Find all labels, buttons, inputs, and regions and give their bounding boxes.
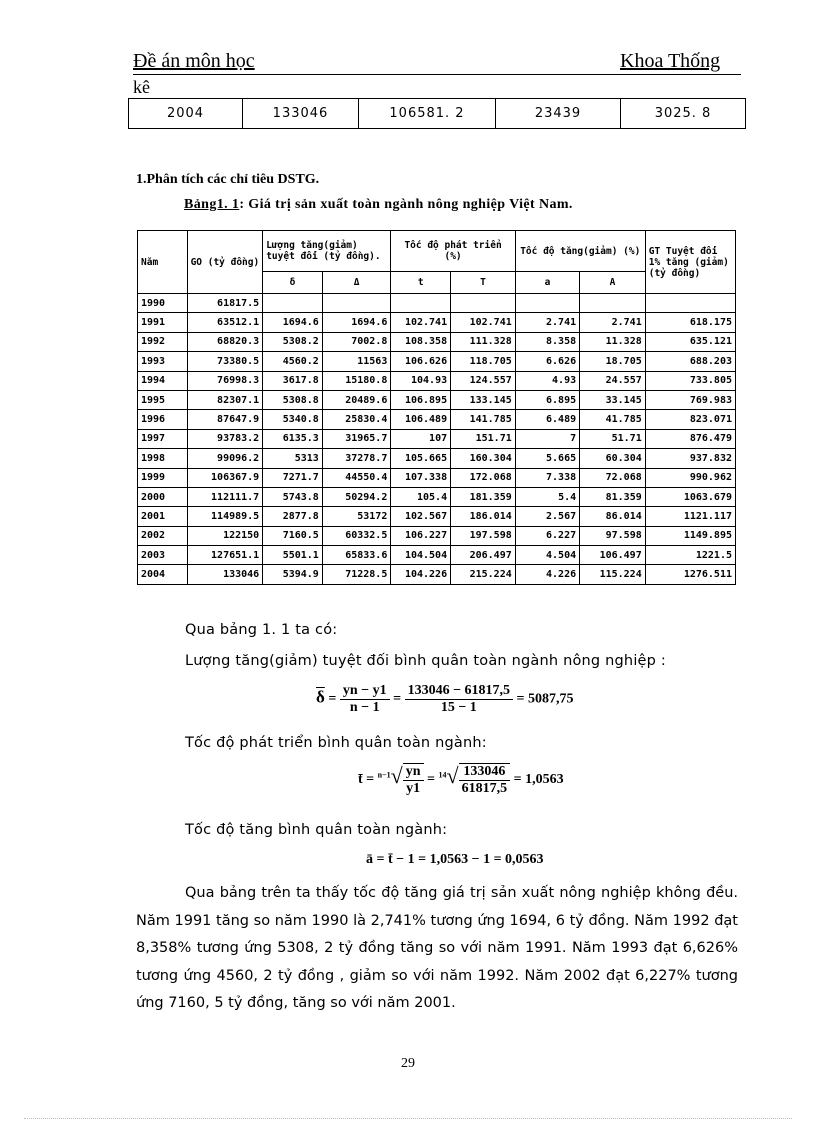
table-cell: 5743.8 [263, 487, 323, 506]
table-cell: 7 [515, 429, 579, 448]
table-cell: 5308.8 [263, 390, 323, 409]
table-cell: 2002 [138, 526, 188, 545]
table-cell: 51.71 [580, 429, 646, 448]
table-cell: 1221.5 [645, 546, 735, 565]
table-cell: 72.068 [580, 468, 646, 487]
growth-rate-text: Tốc độ phát triển bình quân toàn ngành: [185, 735, 487, 751]
table-row [138, 410, 736, 429]
table-cell: 108.358 [391, 332, 451, 351]
table-row [138, 294, 736, 313]
table-cell: 2000 [138, 487, 188, 506]
table-cell: 197.598 [451, 526, 516, 545]
formula-t-root-index: n−1 [377, 770, 391, 780]
table-cell: 160.304 [451, 449, 516, 468]
table-cell: 15180.8 [322, 371, 391, 390]
table-cell: 7002.8 [322, 332, 391, 351]
table-cell: 124.557 [451, 371, 516, 390]
table-cell: 1063.679 [645, 487, 735, 506]
table-cell: 106581. 2 [359, 99, 496, 129]
header-abs-change: Lượng tăng(giảm) tuyệt đối (tỷ đồng). [263, 231, 391, 272]
formula-delta-frac-values [405, 683, 513, 716]
table-cell: 65833.6 [322, 546, 391, 565]
table-cell: 63512.1 [187, 313, 263, 332]
table-row [138, 313, 736, 332]
table-row [138, 332, 736, 351]
table-cell: 7160.5 [263, 526, 323, 545]
formula-a: ā = t̄ − 1 = 1,0563 − 1 = 0,0563 [366, 852, 544, 867]
table-cell: 769.983 [645, 390, 735, 409]
table-cell: 53172 [322, 507, 391, 526]
table-cell: 133.145 [451, 390, 516, 409]
table-cell: 1998 [138, 449, 188, 468]
table-cell: 990.962 [645, 468, 735, 487]
formula-t-result: = 1,0563 [513, 772, 564, 788]
header-delta-big: Δ [322, 272, 391, 294]
table-cell: 105.4 [391, 487, 451, 506]
formula-delta: $\overline{\delta}$ = $\frac{yn - y1}{n - 1}$ = $\frac{133046 - 61817,5}{15 - 1}$ = 5087,75 [316, 683, 574, 715]
analysis-paragraph [136, 880, 738, 1018]
table-cell: 141.785 [451, 410, 516, 429]
table-cell: 5340.8 [263, 410, 323, 429]
table-cell: 5308.2 [263, 332, 323, 351]
table-cell: 61817.5 [187, 294, 263, 313]
table-row [138, 449, 736, 468]
table-cell: 76998.3 [187, 371, 263, 390]
table-cell: 181.359 [451, 487, 516, 506]
caption-text: : Giá trị sản xuất toàn ngành nông nghiệp Việt Nam. [239, 197, 573, 212]
table-cell: 2004 [138, 565, 188, 584]
page-number: 29 [401, 1056, 415, 1071]
table-cell: 31965.7 [322, 429, 391, 448]
abs-change-text: Lượng tăng(giảm) tuyệt đối bình quân toàn ngành nông nghiệp : [185, 653, 666, 669]
table-cell: 6135.3 [263, 429, 323, 448]
header-t-small: t [391, 272, 451, 294]
table-cell [263, 294, 323, 313]
table-cell: 4.93 [515, 371, 579, 390]
formula-delta-result: = 5087,75 [516, 691, 574, 707]
table-cell [515, 294, 579, 313]
table-cell [580, 294, 646, 313]
table-cell: 5501.1 [263, 546, 323, 565]
table-cell: 111.328 [451, 332, 516, 351]
table-cell: 106.227 [391, 526, 451, 545]
table-row [138, 390, 736, 409]
table-row [138, 352, 736, 371]
table-cell: 11.328 [580, 332, 646, 351]
table-cell: 133046 [187, 565, 263, 584]
table-cell: 106367.9 [187, 468, 263, 487]
formula-t-root-index-val: 14 [438, 770, 447, 780]
table-cell: 5.4 [515, 487, 579, 506]
table-cell: 2003 [138, 546, 188, 565]
table-cell: 876.479 [645, 429, 735, 448]
table-cell: 115.224 [580, 565, 646, 584]
section-title: 1.Phân tích các chỉ tiêu DSTG. [136, 172, 320, 187]
table-cell [322, 294, 391, 313]
header-a-big: A [580, 272, 646, 294]
table-cell: 2.741 [515, 313, 579, 332]
table-cell: 1694.6 [322, 313, 391, 332]
table-cell: 44550.4 [322, 468, 391, 487]
formula-delta-den-val: 15 − 1 [440, 700, 477, 715]
table-cell [391, 294, 451, 313]
header-rule [133, 74, 741, 75]
table-cell: 172.068 [451, 468, 516, 487]
header-t-big: T [451, 272, 516, 294]
table-cell: 71228.5 [322, 565, 391, 584]
table-cell: 2877.8 [263, 507, 323, 526]
table-caption [184, 197, 573, 213]
table-cell: 1993 [138, 352, 188, 371]
table-cell: 106.626 [391, 352, 451, 371]
table-row [138, 468, 736, 487]
table-cell: 1992 [138, 332, 188, 351]
table-cell: 6.227 [515, 526, 579, 545]
table-cell: 1999 [138, 468, 188, 487]
header-a-small: a [515, 272, 579, 294]
table-cell: 1149.895 [645, 526, 735, 545]
table-row [138, 565, 736, 584]
table-cell: 7.338 [515, 468, 579, 487]
top-table [128, 98, 746, 129]
header-continuation: kê [133, 77, 150, 97]
table-cell [451, 294, 516, 313]
header-growth-rate: Tốc độ phát triển (%) [391, 231, 515, 272]
table-cell: 112111.7 [187, 487, 263, 506]
table-cell: 105.665 [391, 449, 451, 468]
table-cell: 106.895 [391, 390, 451, 409]
table-cell: 206.497 [451, 546, 516, 565]
table-cell: 97.598 [580, 526, 646, 545]
table-cell: 8.358 [515, 332, 579, 351]
table-cell: 127651.1 [187, 546, 263, 565]
formula-t-symbol: t̄ [358, 772, 363, 788]
table-cell: 2001 [138, 507, 188, 526]
table-cell: 20489.6 [322, 390, 391, 409]
table-cell: 635.121 [645, 332, 735, 351]
table-row [138, 526, 736, 545]
table-cell: 68820.3 [187, 332, 263, 351]
table-cell: 1121.117 [645, 507, 735, 526]
table-cell: 618.175 [645, 313, 735, 332]
table-cell: 102.741 [451, 313, 516, 332]
header-increase-rate: Tốc độ tăng(giảm) (%) [515, 231, 645, 272]
table-cell: 25830.4 [322, 410, 391, 429]
table-cell: 114989.5 [187, 507, 263, 526]
table-cell: 11563 [322, 352, 391, 371]
table-cell: 823.071 [645, 410, 735, 429]
caption-label: Bảng1. 1 [184, 197, 240, 212]
table-cell: 4560.2 [263, 352, 323, 371]
table-cell: 102.741 [391, 313, 451, 332]
table-cell: 215.224 [451, 565, 516, 584]
table-cell: 118.705 [451, 352, 516, 371]
main-table-body [138, 294, 736, 585]
table-cell: 1994 [138, 371, 188, 390]
formula-t-num-val: 133046 [459, 764, 511, 781]
table-cell: 2004 [129, 99, 243, 129]
table-cell: 1694.6 [263, 313, 323, 332]
table-row [138, 429, 736, 448]
formula-t-frac-values [459, 763, 511, 797]
header-delta-small: δ [263, 272, 323, 294]
formula-delta-symbol: $\overline{\delta}$ [316, 687, 325, 707]
formula-t-den: y1 [406, 781, 421, 796]
table-cell: 60332.5 [322, 526, 391, 545]
table-row [129, 99, 746, 129]
table-cell: 7271.7 [263, 468, 323, 487]
formula-delta-num: yn − y1 [340, 683, 390, 700]
table-cell: 5.665 [515, 449, 579, 468]
table-cell: 1991 [138, 313, 188, 332]
table-cell: 6.489 [515, 410, 579, 429]
main-table [137, 230, 736, 585]
table-cell: 1276.511 [645, 565, 735, 584]
table-cell: 2.567 [515, 507, 579, 526]
table-cell [645, 294, 735, 313]
table-cell: 151.71 [451, 429, 516, 448]
table-cell: 37278.7 [322, 449, 391, 468]
table-cell: 733.805 [645, 371, 735, 390]
table-cell: 186.014 [451, 507, 516, 526]
table-cell: 6.895 [515, 390, 579, 409]
table-cell: 93783.2 [187, 429, 263, 448]
table-cell: 5394.9 [263, 565, 323, 584]
formula-t-num: yn [403, 764, 424, 781]
formula-delta-num-val: 133046 − 61817,5 [405, 683, 513, 700]
table-cell: 18.705 [580, 352, 646, 371]
table-cell: 23439 [496, 99, 621, 129]
table-cell: 33.145 [580, 390, 646, 409]
table-cell: 50294.2 [322, 487, 391, 506]
header-left: Đề án môn học [133, 50, 255, 72]
table-cell: 104.93 [391, 371, 451, 390]
header-right: Khoa Thống [620, 50, 721, 72]
table-cell: 5313 [263, 449, 323, 468]
table-cell: 87647.9 [187, 410, 263, 429]
table-cell: 4.226 [515, 565, 579, 584]
intro-text: Qua bảng 1. 1 ta có: [185, 622, 338, 638]
table-cell: 133046 [243, 99, 359, 129]
table-row [138, 546, 736, 565]
table-cell: 688.203 [645, 352, 735, 371]
table-cell: 104.226 [391, 565, 451, 584]
table-cell: 1995 [138, 390, 188, 409]
formula-t-den-val: 61817,5 [461, 781, 508, 796]
formula-t-frac [403, 763, 424, 797]
header-gt1pct: GT Tuyệt đối 1% tăng (giảm) (tỷ đồng) [645, 231, 735, 294]
table-cell: 2.741 [580, 313, 646, 332]
header-go: GO (tỷ đồng) [187, 231, 263, 294]
table-cell: 937.832 [645, 449, 735, 468]
table-cell: 82307.1 [187, 390, 263, 409]
table-cell: 73380.5 [187, 352, 263, 371]
header-year: Năm [138, 231, 188, 294]
table-cell: 3025. 8 [621, 99, 746, 129]
table-cell: 99096.2 [187, 449, 263, 468]
table-cell: 60.304 [580, 449, 646, 468]
table-row [138, 487, 736, 506]
table-cell: 107 [391, 429, 451, 448]
table-cell: 86.014 [580, 507, 646, 526]
formula-delta-den: n − 1 [349, 700, 380, 715]
table-cell: 104.504 [391, 546, 451, 565]
table-cell: 1996 [138, 410, 188, 429]
increase-rate-text: Tốc độ tăng bình quân toàn ngành: [185, 822, 448, 838]
table-cell: 106.489 [391, 410, 451, 429]
table-cell: 1997 [138, 429, 188, 448]
page-bottom-rule [24, 1118, 792, 1119]
table-cell: 106.497 [580, 546, 646, 565]
table-cell: 3617.8 [263, 371, 323, 390]
table-cell: 1990 [138, 294, 188, 313]
table-row [138, 371, 736, 390]
table-cell: 6.626 [515, 352, 579, 371]
formula-delta-frac [340, 683, 390, 716]
table-row [138, 507, 736, 526]
table-cell: 4.504 [515, 546, 579, 565]
formula-t: t̄ = $^{n-1}$√ $\frac{yn}{y1}$ = $^{14}$√ $\frac{133046}{61817,5}$ = 1,0563 [358, 763, 564, 796]
table-cell: 102.567 [391, 507, 451, 526]
table-cell: 41.785 [580, 410, 646, 429]
table-cell: 122150 [187, 526, 263, 545]
analysis-paragraph-text: Qua bảng trên ta thấy tốc độ tăng giá trị sản xuất nông nghiệp không đều. Năm 1991 tăng so năm 1990 là 2,741% tương ứng 1694, 6 tỷ đồng. Năm 1992 đạt 8,358% tương ứng 5308, 2 tỷ đồng tăng so với năm 1991. Năm 1993 đạt 6,626% tương ứng 4560, 2 tỷ đồng , giảm so với năm 1992. Năm 2002 đạt 6,227% tương ứng 7160, 5 tỷ đồng, tăng so với năm 2001. [136, 885, 738, 1011]
table-cell: 24.557 [580, 371, 646, 390]
table-cell: 107.338 [391, 468, 451, 487]
table-cell: 81.359 [580, 487, 646, 506]
